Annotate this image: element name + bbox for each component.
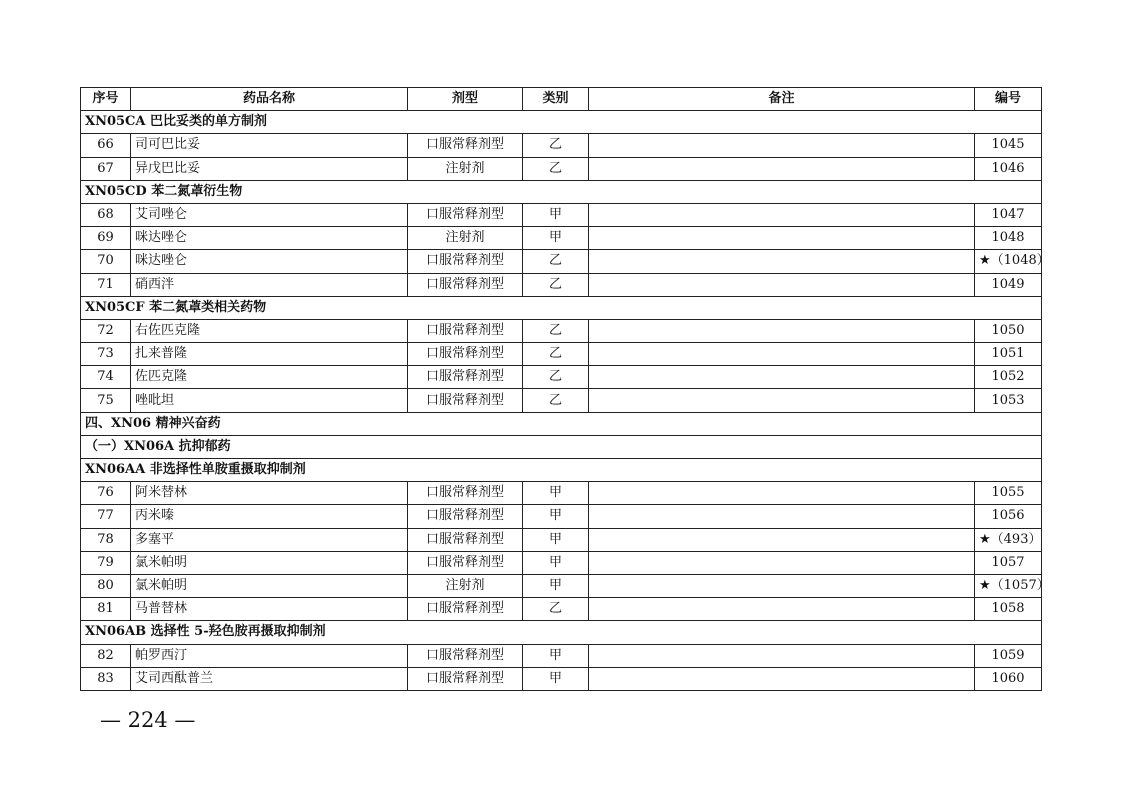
group-heading: XN05CF 苯二氮䓬类相关药物 <box>81 296 1042 319</box>
cell-dosage-form: 口服常释剂型 <box>408 134 523 157</box>
cell-dosage-form: 口服常释剂型 <box>408 644 523 667</box>
cell-category: 甲 <box>523 505 589 528</box>
table-body <box>81 111 1050 691</box>
cell-code: ★（1048） <box>975 250 1042 273</box>
table-row <box>81 319 1042 342</box>
cell-category: 甲 <box>523 227 589 250</box>
cell-category: 乙 <box>523 157 589 180</box>
cell-code: ★（1057） <box>975 574 1042 597</box>
header-form: 剂型 <box>408 88 523 111</box>
cell-drug-name: 咪达唑仑 <box>131 227 408 250</box>
table-row <box>81 551 1042 574</box>
cell-category: 甲 <box>523 644 589 667</box>
cell-note <box>589 389 975 412</box>
cell-dosage-form: 注射剂 <box>408 157 523 180</box>
cell-category: 乙 <box>523 319 589 342</box>
cell-category: 甲 <box>523 528 589 551</box>
cell-drug-name: 丙米嗪 <box>131 505 408 528</box>
cell-note <box>589 343 975 366</box>
cell-code: 1052 <box>975 366 1042 389</box>
cell-note <box>589 574 975 597</box>
cell-note <box>589 250 975 273</box>
group-heading: XN05CA 巴比妥类的单方制剂 <box>81 111 1042 134</box>
table-row <box>81 667 1042 690</box>
cell-note <box>589 505 975 528</box>
cell-category: 甲 <box>523 482 589 505</box>
cell-note <box>589 134 975 157</box>
header-note: 备注 <box>589 88 975 111</box>
table-row <box>81 273 1042 296</box>
cell-code: 1055 <box>975 482 1042 505</box>
group-row <box>81 296 1042 319</box>
table-row <box>81 598 1042 621</box>
table-row <box>81 574 1042 597</box>
cell-drug-name: 阿米替林 <box>131 482 408 505</box>
group-row <box>81 412 1042 435</box>
cell-dosage-form: 注射剂 <box>408 574 523 597</box>
cell-category: 乙 <box>523 343 589 366</box>
cell-no: 69 <box>81 227 131 250</box>
group-row <box>81 111 1042 134</box>
cell-no: 71 <box>81 273 131 296</box>
cell-dosage-form: 口服常释剂型 <box>408 343 523 366</box>
cell-category: 乙 <box>523 250 589 273</box>
cell-drug-name: 异戊巴比妥 <box>131 157 408 180</box>
group-row <box>81 180 1042 203</box>
cell-no: 76 <box>81 482 131 505</box>
page-number: — 224 — <box>100 708 196 732</box>
header-no: 序号 <box>81 88 131 111</box>
cell-category: 甲 <box>523 574 589 597</box>
cell-category: 乙 <box>523 389 589 412</box>
cell-no: 72 <box>81 319 131 342</box>
cell-drug-name: 氯米帕明 <box>131 574 408 597</box>
drug-table <box>80 87 1050 691</box>
table-row <box>81 644 1042 667</box>
cell-dosage-form: 口服常释剂型 <box>408 389 523 412</box>
table-row <box>81 203 1042 226</box>
table-header-row <box>81 88 1042 111</box>
cell-note <box>589 551 975 574</box>
cell-no: 68 <box>81 203 131 226</box>
cell-category: 乙 <box>523 134 589 157</box>
table-row <box>81 482 1042 505</box>
cell-category: 甲 <box>523 667 589 690</box>
cell-code: 1051 <box>975 343 1042 366</box>
cell-no: 70 <box>81 250 131 273</box>
cell-note <box>589 667 975 690</box>
cell-code: 1045 <box>975 134 1042 157</box>
cell-no: 81 <box>81 598 131 621</box>
group-heading: XN05CD 苯二氮䓬衍生物 <box>81 180 1042 203</box>
header-category: 类别 <box>523 88 589 111</box>
cell-no: 75 <box>81 389 131 412</box>
cell-dosage-form: 口服常释剂型 <box>408 598 523 621</box>
cell-code: 1048 <box>975 227 1042 250</box>
cell-drug-name: 马普替林 <box>131 598 408 621</box>
cell-no: 82 <box>81 644 131 667</box>
cell-no: 67 <box>81 157 131 180</box>
header-code: 编号 <box>975 88 1042 111</box>
cell-dosage-form: 口服常释剂型 <box>408 273 523 296</box>
cell-dosage-form: 口服常释剂型 <box>408 482 523 505</box>
cell-category: 乙 <box>523 273 589 296</box>
cell-code: 1059 <box>975 644 1042 667</box>
group-row <box>81 435 1042 458</box>
cell-no: 74 <box>81 366 131 389</box>
cell-dosage-form: 口服常释剂型 <box>408 505 523 528</box>
cell-note <box>589 644 975 667</box>
cell-code: 1050 <box>975 319 1042 342</box>
cell-code: 1058 <box>975 598 1042 621</box>
cell-code: 1053 <box>975 389 1042 412</box>
cell-drug-name: 帕罗西汀 <box>131 644 408 667</box>
cell-drug-name: 氯米帕明 <box>131 551 408 574</box>
table-row <box>81 343 1042 366</box>
cell-drug-name: 右佐匹克隆 <box>131 319 408 342</box>
group-heading: （一）XN06A 抗抑郁药 <box>81 435 1042 458</box>
cell-drug-name: 佐匹克隆 <box>131 366 408 389</box>
table-row <box>81 366 1042 389</box>
cell-dosage-form: 口服常释剂型 <box>408 203 523 226</box>
cell-drug-name: 司可巴比妥 <box>131 134 408 157</box>
table-row <box>81 505 1042 528</box>
cell-note <box>589 227 975 250</box>
cell-code: 1060 <box>975 667 1042 690</box>
cell-note <box>589 598 975 621</box>
table-row <box>81 134 1042 157</box>
cell-note <box>589 273 975 296</box>
cell-dosage-form: 口服常释剂型 <box>408 366 523 389</box>
cell-code: 1046 <box>975 157 1042 180</box>
cell-category: 甲 <box>523 203 589 226</box>
group-row <box>81 459 1042 482</box>
cell-note <box>589 157 975 180</box>
header-name: 药品名称 <box>131 88 408 111</box>
cell-note <box>589 366 975 389</box>
cell-drug-name: 咪达唑仑 <box>131 250 408 273</box>
cell-code: 1047 <box>975 203 1042 226</box>
table-row <box>81 157 1042 180</box>
cell-code: 1057 <box>975 551 1042 574</box>
group-heading: XN06AB 选择性 5-羟色胺再摄取抑制剂 <box>81 621 1042 644</box>
cell-dosage-form: 口服常释剂型 <box>408 667 523 690</box>
cell-note <box>589 528 975 551</box>
cell-code: 1049 <box>975 273 1042 296</box>
cell-note <box>589 482 975 505</box>
cell-no: 73 <box>81 343 131 366</box>
table-row <box>81 227 1042 250</box>
cell-note <box>589 203 975 226</box>
group-row <box>81 621 1042 644</box>
cell-code: 1056 <box>975 505 1042 528</box>
cell-category: 甲 <box>523 551 589 574</box>
cell-no: 83 <box>81 667 131 690</box>
cell-code: ★（493） <box>975 528 1042 551</box>
cell-dosage-form: 口服常释剂型 <box>408 528 523 551</box>
cell-no: 66 <box>81 134 131 157</box>
cell-drug-name: 多塞平 <box>131 528 408 551</box>
table-row <box>81 250 1042 273</box>
cell-no: 77 <box>81 505 131 528</box>
cell-category: 乙 <box>523 598 589 621</box>
cell-drug-name: 唑吡坦 <box>131 389 408 412</box>
cell-dosage-form: 口服常释剂型 <box>408 250 523 273</box>
group-heading: XN06AA 非选择性单胺重摄取抑制剂 <box>81 459 1042 482</box>
cell-no: 78 <box>81 528 131 551</box>
cell-dosage-form: 口服常释剂型 <box>408 319 523 342</box>
cell-dosage-form: 注射剂 <box>408 227 523 250</box>
cell-drug-name: 扎来普隆 <box>131 343 408 366</box>
cell-drug-name: 艾司西酞普兰 <box>131 667 408 690</box>
cell-no: 79 <box>81 551 131 574</box>
group-heading: 四、XN06 精神兴奋药 <box>81 412 1042 435</box>
table-row <box>81 528 1042 551</box>
table-row <box>81 389 1042 412</box>
cell-drug-name: 硝西泮 <box>131 273 408 296</box>
cell-note <box>589 319 975 342</box>
cell-drug-name: 艾司唑仑 <box>131 203 408 226</box>
cell-no: 80 <box>81 574 131 597</box>
cell-dosage-form: 口服常释剂型 <box>408 551 523 574</box>
cell-category: 乙 <box>523 366 589 389</box>
